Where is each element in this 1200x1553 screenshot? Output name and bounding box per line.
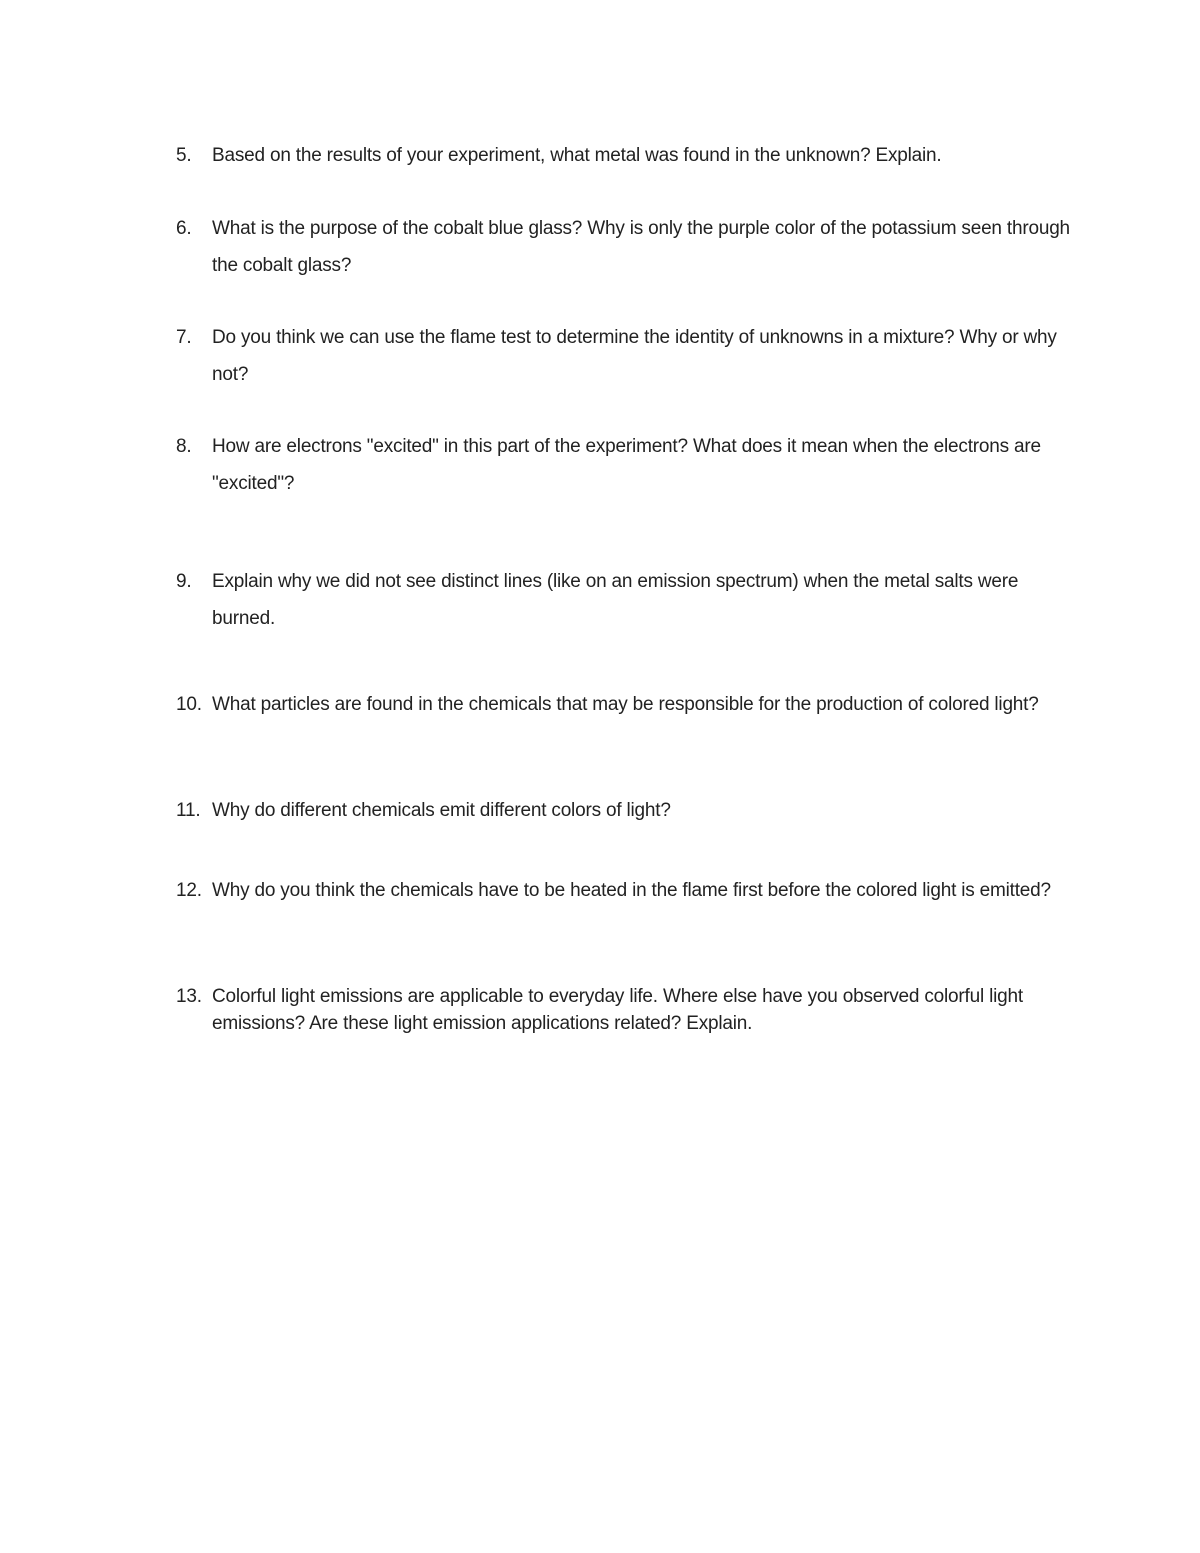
question-13 bbox=[176, 983, 1076, 1037]
question-5 bbox=[176, 137, 1076, 174]
question-8 bbox=[176, 428, 1076, 502]
question-text: Based on the results of your experiment, what metal was found in the unknown? Explain. bbox=[212, 145, 942, 166]
question-number: 9. bbox=[176, 571, 192, 592]
question-12 bbox=[176, 877, 1076, 904]
question-number: 12. bbox=[176, 880, 202, 901]
question-number: 8. bbox=[176, 436, 192, 457]
question-text: What is the purpose of the cobalt blue glass? Why is only the purple color of the potassium seen through the cobalt glass? bbox=[212, 218, 1070, 276]
question-number: 11. bbox=[176, 800, 201, 821]
question-number: 10. bbox=[176, 694, 202, 715]
question-9 bbox=[176, 563, 1076, 637]
question-text: How are electrons "excited" in this part of the experiment? What does it mean when the electrons are "excited"? bbox=[212, 436, 1041, 494]
question-number: 5. bbox=[176, 145, 192, 166]
question-number: 7. bbox=[176, 327, 192, 348]
question-text: What particles are found in the chemicals that may be responsible for the production of colored light? bbox=[212, 694, 1039, 715]
question-number: 13. bbox=[176, 986, 202, 1007]
question-number: 6. bbox=[176, 218, 192, 239]
question-text: Why do you think the chemicals have to be heated in the flame first before the colored light is emitted? bbox=[212, 880, 1051, 901]
question-text: Do you think we can use the flame test to determine the identity of unknowns in a mixture? Why or why not? bbox=[212, 327, 1057, 385]
question-7 bbox=[176, 319, 1076, 393]
question-text: Why do different chemicals emit different colors of light? bbox=[212, 800, 671, 821]
question-text: Colorful light emissions are applicable to everyday life. Where else have you observed colorful light emissions? Are these light emission applications related? Explain. bbox=[212, 986, 1023, 1034]
question-6 bbox=[176, 210, 1076, 284]
question-text: Explain why we did not see distinct lines (like on an emission spectrum) when the metal salts were burned. bbox=[212, 571, 1019, 629]
question-10 bbox=[176, 691, 1076, 718]
question-11 bbox=[176, 797, 1076, 824]
